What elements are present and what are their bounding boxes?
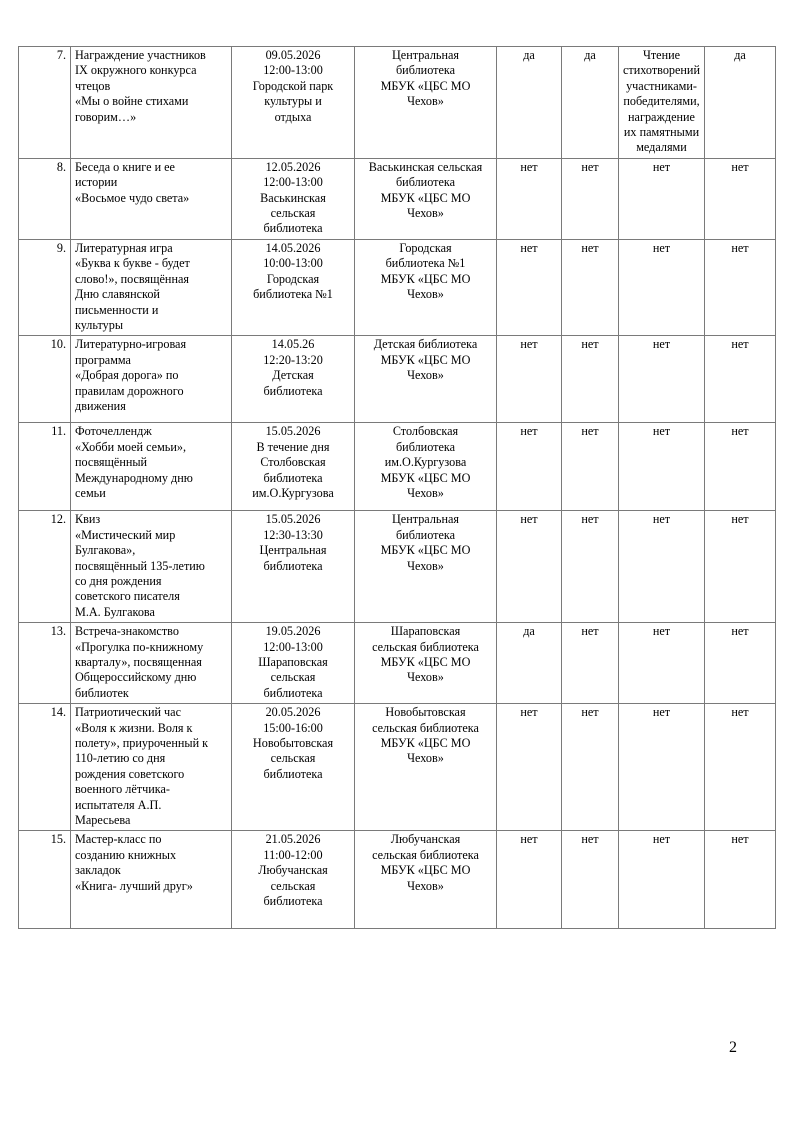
event-organizer-line: Детская библиотека [373, 337, 478, 352]
event-organizer-line: МБУК «ЦБС МО [380, 863, 471, 878]
event-organizer-line: Чехов» [407, 485, 444, 500]
event-title-line: Булгакова», [75, 543, 136, 558]
event-title-line: посвящённый 135-летию [75, 558, 205, 573]
flag-cell-1: нет [497, 423, 562, 511]
event-date-time [232, 831, 355, 929]
event-date-time [232, 47, 355, 159]
event-title [71, 158, 232, 239]
event-organizer-line: Центральная [392, 48, 459, 62]
event-title-line: письменности и [75, 302, 159, 317]
event-title-line: говорим…» [75, 109, 137, 124]
flag-cell-1: нет [497, 158, 562, 239]
event-title-line: Общероссийскому дню [75, 670, 197, 685]
event-title-line: культуры [75, 317, 124, 332]
event-title-line: Международному дню [75, 470, 193, 485]
event-date-time-line: сельская [270, 206, 316, 221]
event-date-time-line: 20.05.2026 [265, 705, 321, 720]
event-date-time-line: им.О.Кургузова [252, 485, 334, 500]
flag-cell-3 [619, 336, 705, 423]
event-title-line: «Добрая дорога» по [75, 368, 179, 383]
flag-cell-3 [619, 158, 705, 239]
event-title [71, 336, 232, 423]
event-title-line: со дня рождения [75, 573, 162, 588]
flag-cell-3-line: нет [652, 337, 671, 352]
event-title-line: «Мистический мир [75, 527, 176, 542]
event-title-line: движения [75, 398, 126, 413]
row-number: 7. [19, 47, 71, 159]
event-date-time-line: библиотека №1 [253, 287, 333, 302]
row-number: 10. [19, 336, 71, 423]
event-date-time-line: 14.05.2026 [265, 240, 321, 255]
event-title-line: «Книга- лучший друг» [75, 878, 193, 893]
events-table-body [19, 47, 776, 929]
flag-cell-1: да [497, 47, 562, 159]
table-row [19, 704, 776, 831]
page-number: 2 [729, 1039, 737, 1056]
event-organizer-line: сельская библиотека [372, 847, 479, 862]
table-row [19, 239, 776, 335]
flag-cell-2: нет [562, 158, 619, 239]
event-title-line: IX окружного конкурса [75, 63, 197, 78]
flag-cell-3-line: награждение [628, 109, 695, 124]
event-date-time-line: 12:00-13:00 [263, 63, 323, 78]
event-title-line: 110-летию со дня [75, 751, 166, 766]
event-date-time-line: 14.05.26 [271, 337, 315, 352]
event-organizer-line: МБУК «ЦБС МО [380, 271, 471, 286]
event-title-line: «Прогулка по-книжному [75, 639, 204, 654]
event-organizer-line: Чехов» [407, 751, 444, 766]
flag-cell-4: нет [705, 511, 776, 623]
flag-cell-2: нет [562, 511, 619, 623]
flag-cell-2: нет [562, 704, 619, 831]
event-date-time-line: 21.05.2026 [265, 832, 321, 847]
row-number: 9. [19, 239, 71, 335]
event-title-line: Встреча-знакомство [75, 624, 179, 639]
event-date-time-line: 10:00-13:00 [263, 256, 323, 271]
flag-cell-3 [619, 239, 705, 335]
event-organizer-line: МБУК «ЦБС МО [380, 654, 471, 669]
event-date-time-line: библиотека [263, 894, 323, 909]
event-title-line: правилам дорожного [75, 383, 184, 398]
event-organizer [355, 158, 497, 239]
row-number: 12. [19, 511, 71, 623]
event-organizer-line: Шараповская [390, 624, 461, 639]
event-organizer-line: библиотека [395, 527, 456, 542]
flag-cell-3-line: нет [652, 705, 671, 720]
event-organizer-line: Любучанская [390, 832, 461, 847]
event-organizer-line: сельская библиотека [372, 720, 479, 735]
event-organizer [355, 47, 497, 159]
flag-cell-3-line: участниками- [626, 78, 697, 93]
event-title-line: «Буква к букве - будет [75, 256, 190, 271]
event-organizer [355, 704, 497, 831]
table-row [19, 511, 776, 623]
event-organizer-line: Центральная [392, 512, 459, 527]
event-title-line: советского писателя [75, 589, 180, 604]
event-organizer-line: Чехов» [407, 94, 444, 109]
event-title-line: слово!», посвящённая [75, 271, 189, 286]
table-row [19, 158, 776, 239]
flag-cell-3 [619, 831, 705, 929]
flag-cell-2: да [562, 47, 619, 159]
event-title [71, 511, 232, 623]
event-organizer-line: Новобытовская [385, 705, 466, 720]
flag-cell-3-line: нет [652, 832, 671, 847]
event-organizer [355, 336, 497, 423]
event-organizer [355, 831, 497, 929]
flag-cell-2: нет [562, 623, 619, 704]
event-date-time [232, 158, 355, 239]
flag-cell-4: да [705, 47, 776, 159]
flag-cell-3 [619, 623, 705, 704]
flag-cell-1: нет [497, 511, 562, 623]
table-row [19, 336, 776, 423]
flag-cell-3-line: нет [652, 512, 671, 527]
event-title-line: Квиз [75, 512, 101, 527]
flag-cell-3 [619, 423, 705, 511]
event-date-time-line: 19.05.2026 [265, 624, 321, 639]
event-title-line: Мастер-класс по [75, 832, 162, 847]
event-date-time [232, 239, 355, 335]
event-title-line: истории [75, 175, 118, 190]
flag-cell-4: нет [705, 704, 776, 831]
event-date-time-line: библиотека [263, 383, 323, 398]
event-title-line: чтецов [75, 78, 111, 93]
event-title-line: военного лётчика- [75, 782, 170, 797]
event-title [71, 423, 232, 511]
event-date-time-line: 11:00-12:00 [263, 847, 323, 862]
event-date-time [232, 704, 355, 831]
event-date-time-line: Столбовская [260, 455, 326, 470]
event-organizer-line: библиотека [395, 439, 456, 454]
flag-cell-4: нет [705, 158, 776, 239]
flag-cell-3-line: нет [652, 624, 671, 639]
event-organizer-line: им.О.Кургузова [384, 455, 467, 470]
event-date-time-line: 15:00-16:00 [263, 720, 323, 735]
event-organizer-line: МБУК «ЦБС МО [380, 78, 471, 93]
event-organizer-line: Городская [399, 240, 452, 255]
event-date-time-line: 12.05.2026 [265, 159, 321, 174]
event-date-time-line: В течение дня [256, 439, 330, 454]
table-row [19, 623, 776, 704]
event-date-time-line: культуры и [264, 94, 322, 109]
flag-cell-1: нет [497, 336, 562, 423]
event-title-line: программа [75, 352, 131, 367]
event-date-time-line: библиотека [263, 558, 323, 573]
event-date-time-line: сельская [270, 670, 316, 685]
event-date-time-line: Шараповская [258, 654, 328, 669]
event-title-line: рождения советского [75, 766, 185, 781]
flag-cell-3-line: нет [652, 240, 671, 255]
event-title-line: семьи [75, 485, 106, 500]
flag-cell-3-line: медалями [636, 140, 687, 155]
event-title-line: Фоточеллендж [75, 424, 152, 439]
row-number: 14. [19, 704, 71, 831]
event-title-line: «Воля к жизни. Воля к [75, 720, 193, 735]
event-organizer [355, 511, 497, 623]
event-title-line: М.А. Булгакова [75, 604, 155, 619]
flag-cell-4: нет [705, 336, 776, 423]
event-organizer-line: Чехов» [407, 206, 444, 221]
event-organizer [355, 239, 497, 335]
event-organizer-line: библиотека [395, 63, 456, 78]
event-date-time-line: Васькинская [260, 190, 326, 205]
table-row [19, 47, 776, 159]
event-title [71, 623, 232, 704]
event-title-line: Маресьева [75, 813, 131, 828]
event-title [71, 704, 232, 831]
event-organizer-line: Чехов» [407, 558, 444, 573]
table-row [19, 831, 776, 929]
event-date-time-line: Любучанская [258, 863, 328, 878]
row-number: 8. [19, 158, 71, 239]
event-date-time-line: Городская [266, 271, 320, 286]
flag-cell-3-line: нет [652, 159, 671, 174]
event-date-time [232, 423, 355, 511]
flag-cell-1: нет [497, 831, 562, 929]
event-title-line: библиотек [75, 685, 129, 700]
event-date-time-line: сельская [270, 751, 316, 766]
event-date-time-line: 12:30-13:30 [263, 527, 323, 542]
event-organizer-line: Чехов» [407, 287, 444, 302]
event-title-line: посвящённый [75, 455, 148, 470]
row-number: 11. [19, 423, 71, 511]
event-date-time-line: отдыха [274, 109, 312, 124]
event-date-time-line: Детская [272, 368, 314, 383]
event-title-line: «Хобби моей семьи», [75, 439, 187, 454]
event-organizer-line: библиотека №1 [385, 256, 466, 271]
event-date-time-line: 12:00-13:00 [263, 175, 323, 190]
flag-cell-2: нет [562, 423, 619, 511]
event-date-time [232, 336, 355, 423]
flag-cell-2: нет [562, 336, 619, 423]
event-title-line: Награждение участников [75, 48, 206, 62]
event-date-time-line: 09.05.2026 [265, 48, 321, 62]
event-organizer-line: Чехов» [407, 670, 444, 685]
event-title-line: полету», приуроченный к [75, 736, 209, 750]
event-date-time-line: Новобытовская [252, 736, 334, 750]
event-date-time-line: Центральная [259, 543, 327, 558]
event-date-time-line: 15.05.2026 [265, 512, 321, 527]
flag-cell-4: нет [705, 423, 776, 511]
table-row [19, 423, 776, 511]
event-organizer [355, 423, 497, 511]
event-title [71, 831, 232, 929]
event-title [71, 239, 232, 335]
event-title-line: кварталу», посвященная [75, 654, 202, 669]
event-date-time-line: 12:00-13:00 [263, 639, 323, 654]
event-organizer-line: Столбовская [392, 424, 459, 439]
event-organizer-line: Васькинская сельская [368, 159, 483, 174]
event-date-time-line: 12:20-13:20 [263, 352, 323, 367]
flag-cell-1: нет [497, 239, 562, 335]
flag-cell-4: нет [705, 239, 776, 335]
flag-cell-3-line: их памятными [623, 125, 700, 140]
event-title-line: «Мы о войне стихами [75, 94, 189, 109]
flag-cell-2: нет [562, 831, 619, 929]
event-title-line: Литературная игра [75, 240, 173, 255]
event-title-line: созданию книжных [75, 847, 177, 862]
event-title-line: Беседа о книге и ее [75, 159, 175, 174]
event-title-line: Патриотический час [75, 705, 181, 720]
events-table [18, 46, 776, 929]
flag-cell-2: нет [562, 239, 619, 335]
event-date-time-line: Городской парк [252, 78, 334, 93]
event-organizer-line: МБУК «ЦБС МО [380, 543, 471, 558]
flag-cell-3-line: стихотворений [623, 63, 700, 78]
event-organizer-line: Чехов» [407, 368, 444, 383]
event-organizer-line: сельская библиотека [372, 639, 479, 654]
event-title-line: Дню славянской [75, 287, 160, 302]
flag-cell-3 [619, 704, 705, 831]
flag-cell-1: нет [497, 704, 562, 831]
event-organizer [355, 623, 497, 704]
event-date-time-line: 15.05.2026 [265, 424, 321, 439]
flag-cell-4: нет [705, 831, 776, 929]
event-organizer-line: МБУК «ЦБС МО [380, 190, 471, 205]
event-date-time-line: библиотека [263, 766, 323, 781]
event-date-time-line: библиотека [263, 470, 323, 485]
event-date-time-line: библиотека [263, 685, 323, 700]
event-date-time [232, 623, 355, 704]
row-number: 15. [19, 831, 71, 929]
row-number: 13. [19, 623, 71, 704]
event-title-line: «Восьмое чудо света» [75, 190, 190, 205]
flag-cell-4: нет [705, 623, 776, 704]
flag-cell-3 [619, 511, 705, 623]
flag-cell-3-line: Чтение [642, 48, 681, 62]
event-organizer-line: МБУК «ЦБС МО [380, 470, 471, 485]
event-organizer-line: Чехов» [407, 878, 444, 893]
flag-cell-3-line: нет [652, 424, 671, 439]
flag-cell-3-line: победителями, [623, 94, 700, 109]
event-title-line: закладок [75, 863, 121, 878]
event-organizer-line: МБУК «ЦБС МО [380, 736, 471, 750]
event-title [71, 47, 232, 159]
event-date-time [232, 511, 355, 623]
event-title-line: испытателя А.П. [75, 797, 162, 812]
flag-cell-1: да [497, 623, 562, 704]
event-date-time-line: сельская [270, 878, 316, 893]
event-date-time-line: библиотека [263, 221, 323, 236]
event-organizer-line: МБУК «ЦБС МО [380, 352, 471, 367]
event-organizer-line: библиотека [395, 175, 456, 190]
flag-cell-3 [619, 47, 705, 159]
event-title-line: Литературно-игровая [75, 337, 187, 352]
